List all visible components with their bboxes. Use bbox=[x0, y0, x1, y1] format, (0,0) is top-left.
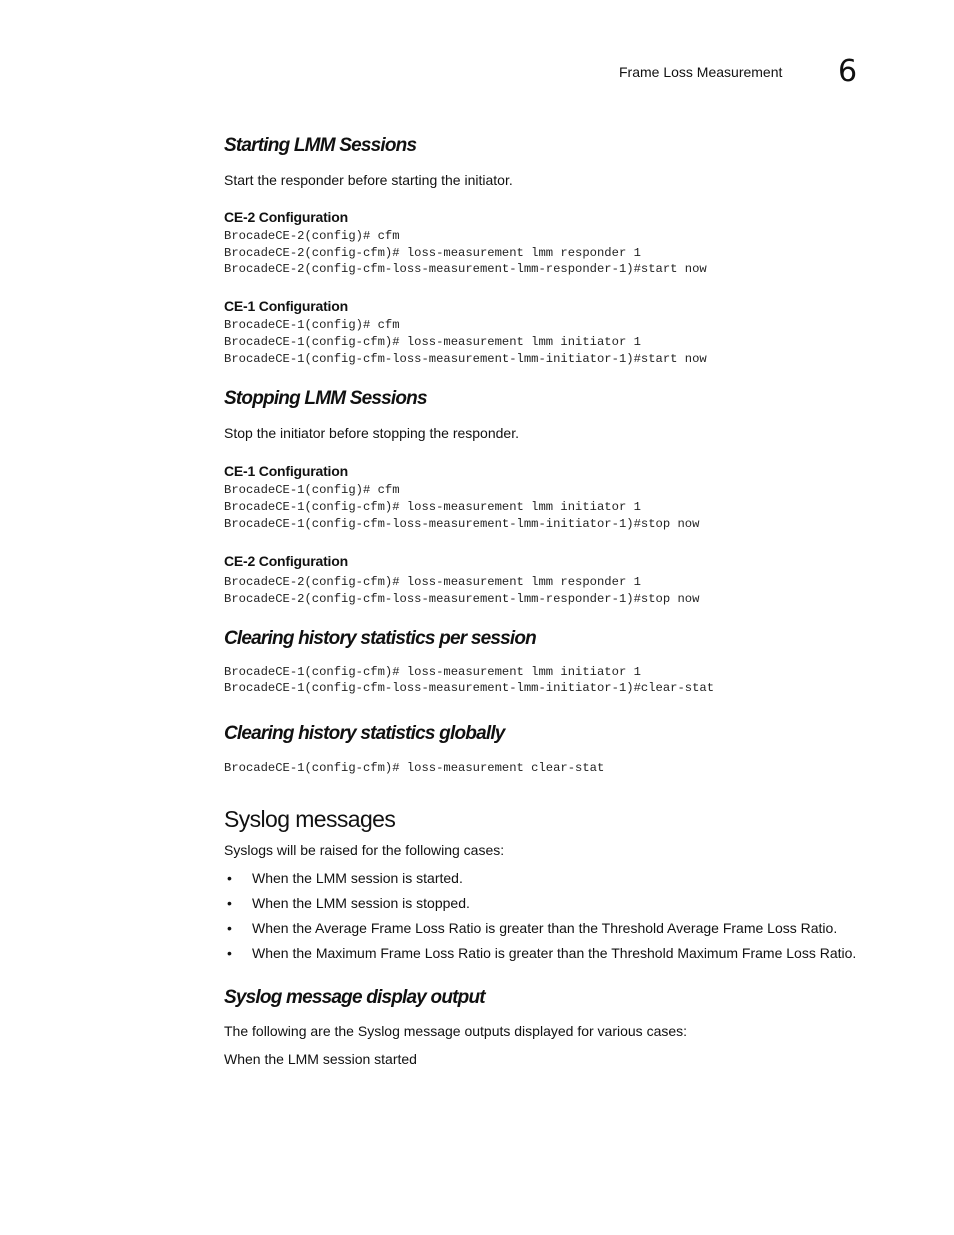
starting-ce2-code bbox=[224, 228, 884, 278]
starting-ce1-code bbox=[224, 317, 884, 367]
starting-ce2-label: CE-2 Configuration bbox=[224, 209, 348, 225]
code-line: BrocadeCE-1(config)# cfm bbox=[224, 483, 400, 498]
code-line: BrocadeCE-1(config-cfm)# loss-measurement lmm initiator 1 bbox=[224, 499, 641, 514]
stopping-ce2-label: CE-2 Configuration bbox=[224, 553, 348, 570]
list-item: • When the Average Frame Loss Ratio is greater than the Threshold Average Frame Loss Ratio. bbox=[227, 919, 838, 936]
section-heading-syslog: Syslog messages bbox=[224, 805, 396, 832]
list-item: • When the LMM session is stopped. bbox=[227, 894, 470, 911]
code-line: BrocadeCE-1(config-cfm)# loss-measurement clear-stat bbox=[224, 761, 605, 776]
bullet-icon: • bbox=[227, 944, 232, 961]
chapter-number: 6 bbox=[838, 54, 858, 89]
stopping-ce1-label: CE-1 Configuration bbox=[224, 463, 348, 480]
starting-ce1-label: CE-1 Configuration bbox=[224, 298, 348, 315]
clear-global-code bbox=[224, 760, 884, 777]
code-line: BrocadeCE-1(config-cfm-loss-measurement-lmm-initiator-1)#start now bbox=[224, 351, 707, 366]
stopping-ce2-code bbox=[224, 574, 884, 607]
page-content bbox=[224, 133, 884, 1068]
bullet-icon: • bbox=[227, 919, 232, 936]
syslog-intro: Syslogs will be raised for the following cases: bbox=[224, 841, 505, 858]
code-line: BrocadeCE-1(config-cfm)# loss-measurement lmm initiator 1 bbox=[224, 334, 641, 349]
bullet-icon: • bbox=[227, 869, 232, 886]
code-line: BrocadeCE-2(config-cfm-loss-measurement-lmm-responder-1)#start now bbox=[224, 262, 707, 277]
section-heading-clear-session: Clearing history statistics per session bbox=[224, 627, 536, 649]
code-line: BrocadeCE-1(config-cfm-loss-measurement-lmm-initiator-1)#clear-stat bbox=[224, 681, 715, 696]
display-intro: The following are the Syslog message outputs displayed for various cases: bbox=[224, 1022, 688, 1039]
section-heading-display: Syslog message display output bbox=[224, 986, 485, 1008]
list-item: • When the Maximum Frame Loss Ratio is greater than the Threshold Maximum Frame Loss Ratio. bbox=[227, 944, 857, 961]
list-item: • When the LMM session is started. bbox=[227, 869, 463, 886]
code-line: BrocadeCE-2(config-cfm)# loss-measurement lmm responder 1 bbox=[224, 245, 641, 260]
code-line: BrocadeCE-1(config)# cfm bbox=[224, 318, 400, 333]
clear-session-code bbox=[224, 664, 884, 697]
bullet-icon: • bbox=[227, 894, 232, 911]
display-case-1: When the LMM session started bbox=[224, 1050, 417, 1067]
code-line: BrocadeCE-2(config-cfm)# loss-measurement lmm responder 1 bbox=[224, 575, 641, 590]
section-heading-starting: Starting LMM Sessions bbox=[224, 135, 417, 156]
starting-intro: Start the responder before starting the initiator. bbox=[224, 172, 513, 188]
stopping-ce1-code bbox=[224, 482, 884, 532]
section-heading-stopping: Stopping LMM Sessions bbox=[224, 388, 427, 410]
code-line: BrocadeCE-1(config-cfm)# loss-measurement lmm initiator 1 bbox=[224, 664, 641, 679]
code-line: BrocadeCE-2(config)# cfm bbox=[224, 229, 400, 243]
code-line: BrocadeCE-2(config-cfm-loss-measurement-lmm-responder-1)#stop now bbox=[224, 592, 700, 607]
section-heading-clear-global: Clearing history statistics globally bbox=[224, 723, 505, 745]
syslog-bullet-list bbox=[224, 869, 884, 963]
running-header-title: Frame Loss Measurement bbox=[619, 64, 783, 80]
code-line: BrocadeCE-1(config-cfm-loss-measurement-lmm-initiator-1)#stop now bbox=[224, 516, 700, 531]
stopping-intro: Stop the initiator before stopping the responder. bbox=[224, 425, 519, 442]
